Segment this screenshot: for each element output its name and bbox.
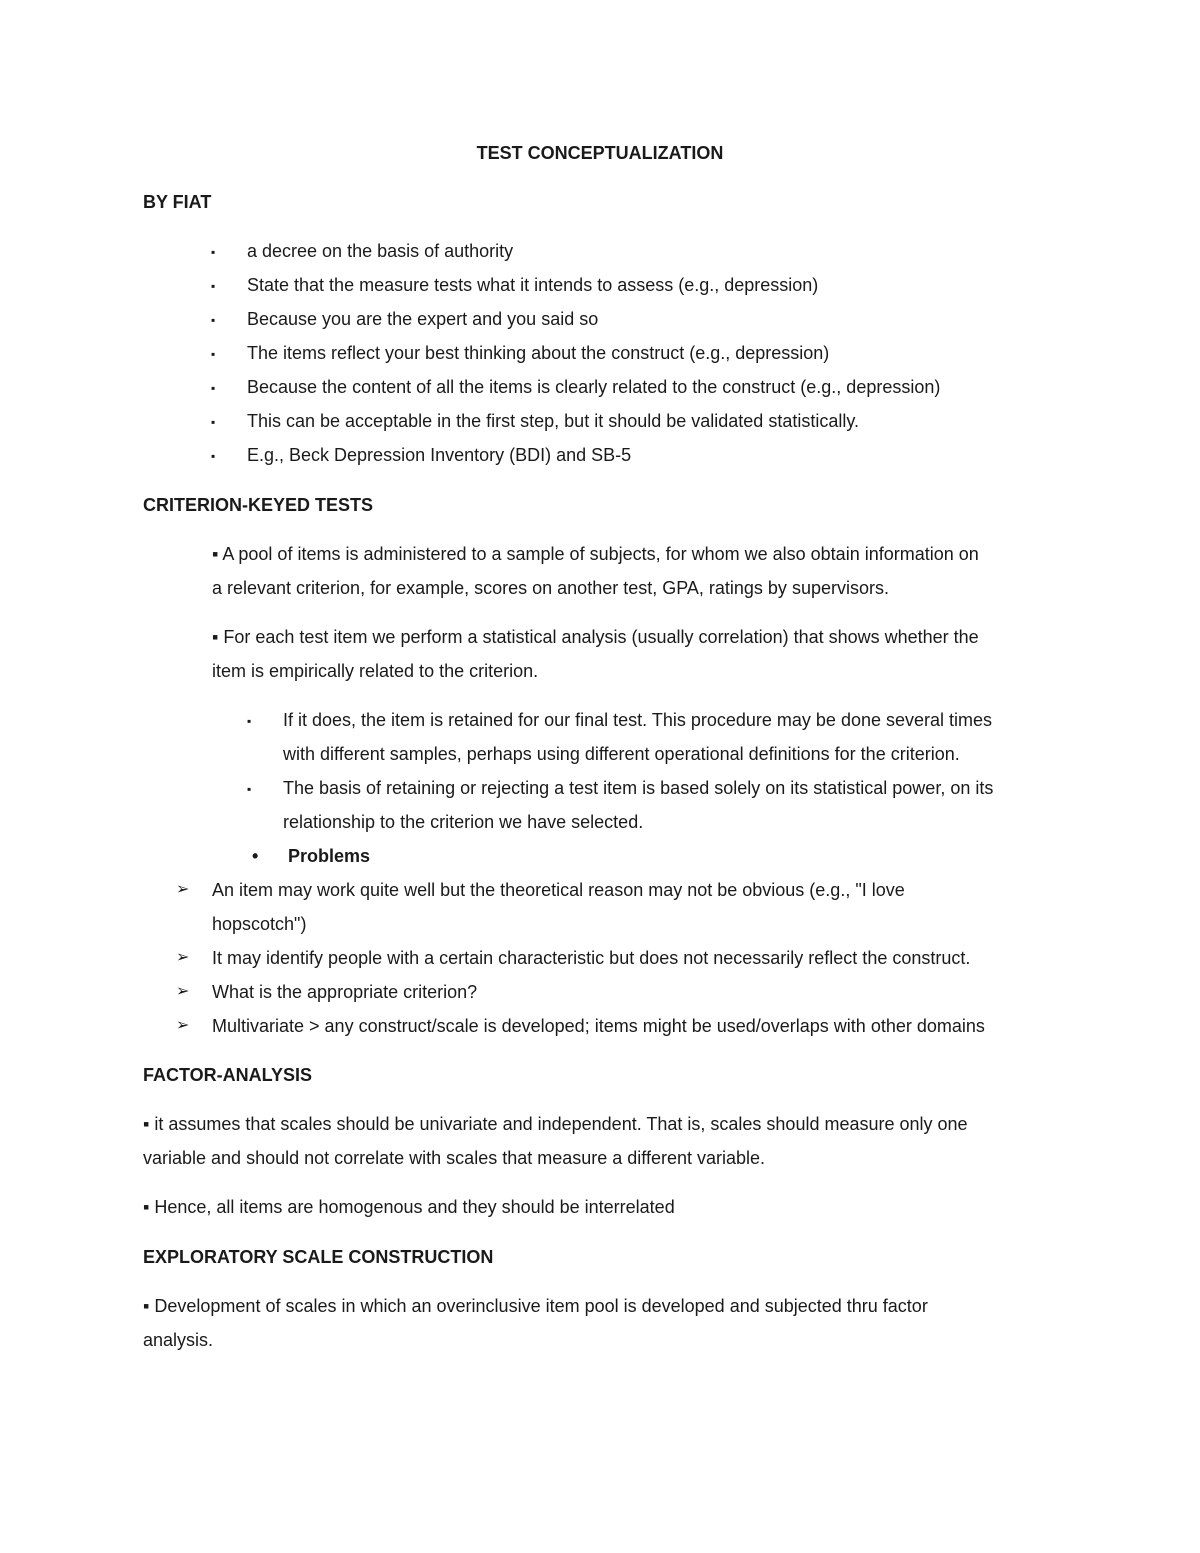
- list-item: This can be acceptable in the first step, but it should be validated statistically.: [247, 411, 859, 431]
- list-item: Because you are the expert and you said so: [247, 309, 599, 329]
- paragraph-line: variable and should not correlate with scales that measure a different variable.: [143, 1148, 766, 1168]
- page-title: TEST CONCEPTUALIZATION: [476, 143, 724, 163]
- bullet-icon: •: [252, 846, 259, 866]
- paragraph-line: analysis.: [143, 1330, 214, 1350]
- paragraph-line: ▪ For each test item we perform a statistical analysis (usually correlation) that shows whether the: [212, 627, 979, 647]
- section-heading-criterion-keyed: CRITERION-KEYED TESTS: [143, 495, 374, 515]
- problem-item: An item may work quite well but the theoretical reason may not be obvious (e.g., "I love: [212, 880, 905, 900]
- list-item: Because the content of all the items is clearly related to the construct (e.g., depression): [247, 377, 941, 397]
- bullet-icon: ▪: [211, 415, 216, 429]
- bullet-icon: ▪: [247, 782, 252, 796]
- bullet-icon: ▪: [211, 313, 216, 327]
- paragraph-line: ▪ it assumes that scales should be univariate and independent. That is, scales should measure only one: [143, 1114, 968, 1134]
- problem-item: What is the appropriate criterion?: [212, 982, 478, 1002]
- problem-item: Multivariate > any construct/scale is developed; items might be used/overlaps with other domains: [212, 1016, 985, 1036]
- paragraph-line: a relevant criterion, for example, scores on another test, GPA, ratings by supervisors.: [212, 578, 889, 598]
- list-item: E.g., Beck Depression Inventory (BDI) and SB-5: [247, 445, 632, 465]
- bullet-icon: ▪: [211, 449, 216, 463]
- paragraph-line: ▪ Hence, all items are homogenous and they should be interrelated: [143, 1197, 675, 1217]
- sub-list-item-continued: with different samples, perhaps using different operational definitions for the criterion.: [283, 744, 960, 764]
- sub-list-item-continued: relationship to the criterion we have selected.: [283, 812, 644, 832]
- arrow-bullet-icon: ➢: [176, 1017, 190, 1034]
- sub-list-item: The basis of retaining or rejecting a test item is based solely on its statistical power, on its: [283, 778, 994, 798]
- arrow-bullet-icon: ➢: [176, 949, 190, 966]
- bullet-icon: ▪: [247, 714, 252, 728]
- paragraph-line: ▪ Development of scales in which an overinclusive item pool is developed and subjected thru factor: [143, 1296, 928, 1316]
- arrow-bullet-icon: ➢: [176, 983, 190, 1000]
- arrow-bullet-icon: ➢: [176, 881, 190, 898]
- bullet-icon: ▪: [211, 245, 216, 259]
- problems-label: Problems: [288, 846, 371, 866]
- problem-item-continued: hopscotch"): [212, 914, 307, 934]
- paragraph-line: ▪ A pool of items is administered to a sample of subjects, for whom we also obtain information on: [212, 544, 979, 564]
- list-item: The items reflect your best thinking about the construct (e.g., depression): [247, 343, 830, 363]
- sub-list-item: If it does, the item is retained for our final test. This procedure may be done several times: [283, 710, 993, 730]
- bullet-icon: ▪: [211, 381, 216, 395]
- list-item: a decree on the basis of authority: [247, 241, 514, 261]
- paragraph-line: item is empirically related to the criterion.: [212, 661, 539, 681]
- section-heading-exploratory: EXPLORATORY SCALE CONSTRUCTION: [143, 1247, 494, 1267]
- problem-item: It may identify people with a certain characteristic but does not necessarily reflect the construct.: [212, 948, 971, 968]
- list-item: State that the measure tests what it intends to assess (e.g., depression): [247, 275, 819, 295]
- section-heading-factor-analysis: FACTOR-ANALYSIS: [143, 1065, 313, 1085]
- bullet-icon: ▪: [211, 347, 216, 361]
- section-heading-by-fiat: BY FIAT: [143, 192, 212, 212]
- bullet-icon: ▪: [211, 279, 216, 293]
